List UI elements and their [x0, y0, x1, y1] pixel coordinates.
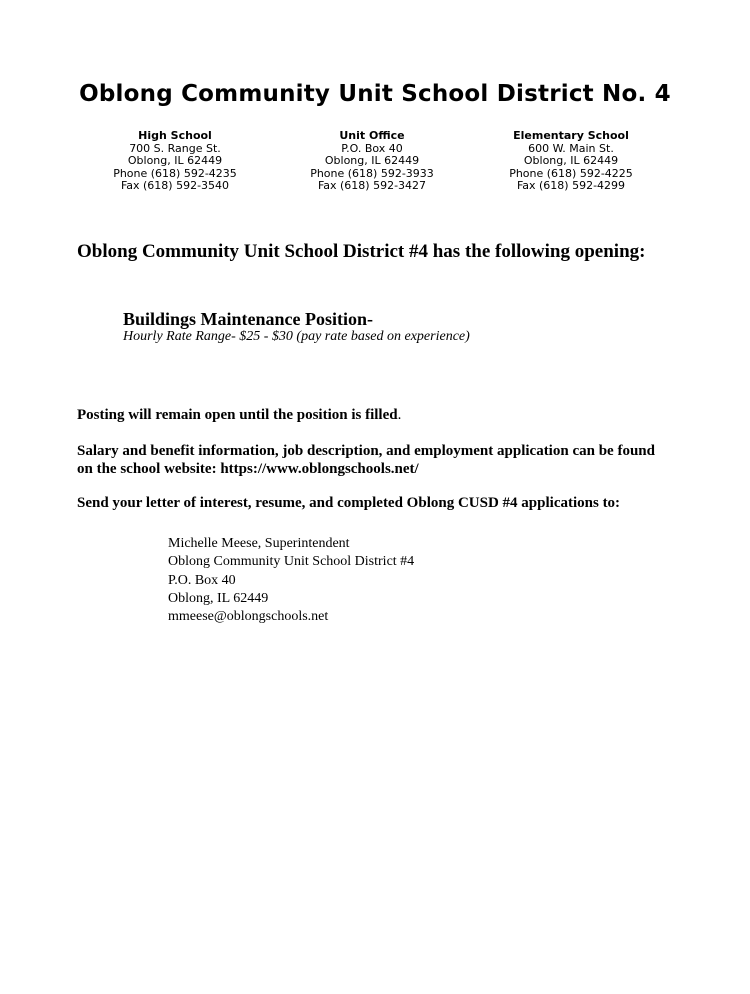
- salary-info-website-line: on the school website: https://www.oblongschools.net/: [77, 461, 419, 477]
- office-city: Oblong, IL 62449: [127, 154, 223, 167]
- office-city: Oblong, IL 62449: [324, 154, 420, 167]
- hourly-rate-range: Hourly Rate Range- $25 - $30 (pay rate based on experience): [123, 329, 470, 344]
- salary-info-line: Salary and benefit information, job description, and employment application can be found: [77, 443, 655, 459]
- salary-info: [77, 442, 697, 478]
- contact-name: Michelle Meese, Superintendent: [168, 536, 350, 551]
- office-fax: Fax (618) 592-3427: [317, 179, 427, 192]
- office-name: Unit Office: [339, 129, 405, 142]
- send-instructions: Send your letter of interest, resume, and completed Oblong CUSD #4 applications to:: [77, 495, 621, 511]
- posting-notice: [77, 407, 401, 424]
- office-address: 700 S. Range St.: [129, 141, 221, 155]
- office-city: Oblong, IL 62449: [523, 154, 619, 167]
- office-contacts: [0, 130, 750, 200]
- office-address: 600 W. Main St.: [528, 141, 614, 155]
- position-title: Buildings Maintenance Position-: [123, 309, 374, 329]
- contact-organization: Oblong Community Unit School District #4: [168, 554, 415, 570]
- posting-notice-period: .: [397, 407, 402, 423]
- office-phone: Phone (618) 592-3933: [310, 166, 434, 180]
- contact-city: Oblong, IL 62449: [168, 590, 269, 606]
- district-title: Oblong Community Unit School District No. 4: [79, 81, 671, 107]
- office-name: Elementary School: [513, 129, 629, 142]
- office-phone: Phone (618) 592-4225: [509, 166, 633, 180]
- office-address: P.O. Box 40: [341, 141, 403, 155]
- contact-address-block: [168, 535, 414, 626]
- office-high-school: [75, 130, 275, 193]
- office-name: High School: [138, 129, 212, 142]
- opening-heading: Oblong Community Unit School District #4 has the following opening:: [77, 241, 646, 262]
- office-fax: Fax (618) 592-4299: [516, 179, 626, 192]
- posting-notice-text: Posting will remain open until the position is filled: [77, 407, 398, 423]
- contact-email: mmeese@oblongschools.net: [168, 609, 329, 625]
- office-unit-office: [272, 130, 472, 193]
- office-fax: Fax (618) 592-3540: [120, 179, 230, 192]
- office-elementary-school: [471, 130, 671, 193]
- contact-po-box: P.O. Box 40: [168, 572, 236, 588]
- office-phone: Phone (618) 592-4235: [113, 166, 237, 180]
